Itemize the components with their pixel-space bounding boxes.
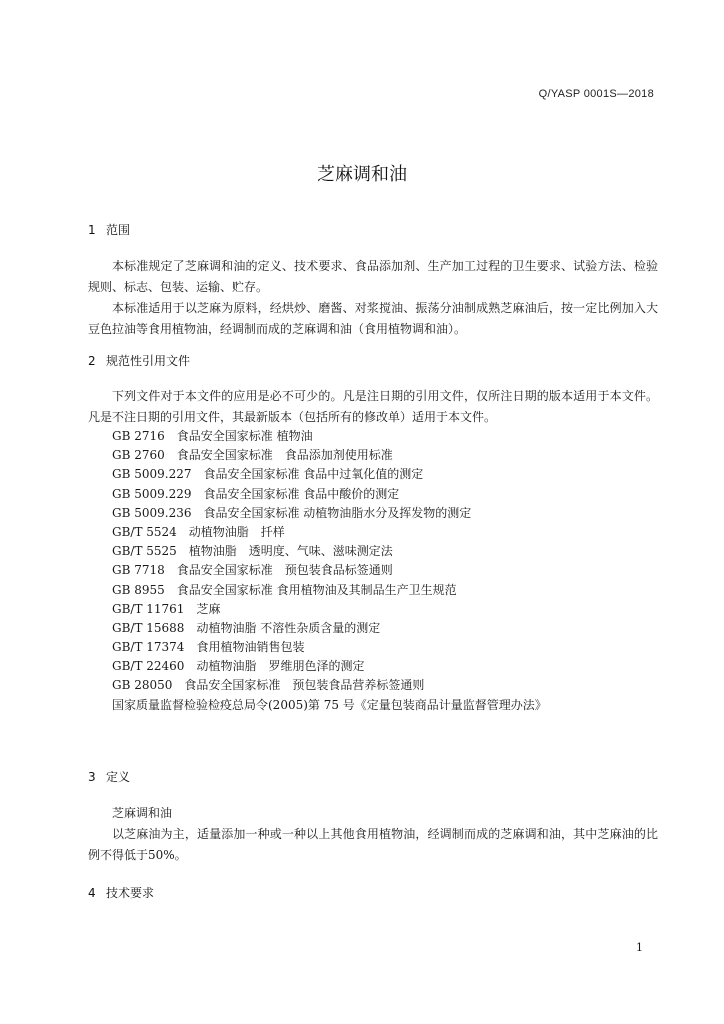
scope-paragraph-1: 本标准规定了芝麻调和油的定义、技术要求、食品添加剂、生产加工过程的卫生要求、试验方法、检验规则、标志、包装、运输、贮存。: [88, 259, 658, 294]
reference-item: GB 2760 食品安全国家标准 食品添加剂使用标准: [112, 448, 393, 463]
section-title: 范围: [106, 223, 131, 237]
section-1-heading: [88, 221, 130, 238]
section-2-heading: [88, 352, 190, 369]
section-title: 规范性引用文件: [106, 354, 191, 368]
reference-item: 国家质量监督检验检疫总局令(2005)第 75 号《定量包装商品计量监督管理办法》: [112, 697, 547, 712]
reference-item: GB/T 5524 动植物油脂 扦样: [112, 524, 285, 539]
definition-body: [88, 803, 658, 866]
scope-body: [88, 256, 658, 340]
definition-text: 以芝麻油为主，适量添加一种或一种以上其他食用植物油，经调制而成的芝麻调和油，其中芝麻油的比例不得低于50%。: [88, 827, 658, 862]
section-number: 2: [88, 354, 96, 368]
normative-intro-paragraph: 下列文件对于本文件的应用是必不可少的。凡是注日期的引用文件，仅所注日期的版本适用于本文件。凡是不注日期的引用文件，其最新版本（包括所有的修改单）适用于本文件。: [88, 389, 658, 424]
definition-term: 芝麻调和油: [112, 806, 173, 820]
reference-item: GB/T 15688 动植物油脂 不溶性杂质含量的测定: [112, 620, 381, 635]
normative-intro: [88, 386, 658, 428]
reference-item: GB/T 22460 动植物油脂 罗维朋色泽的测定: [112, 659, 365, 674]
reference-item: GB/T 5525 植物油脂 透明度、气味、滋味测定法: [112, 544, 393, 559]
reference-list: [112, 427, 547, 715]
page-number: 1: [636, 941, 643, 954]
section-number: 4: [88, 886, 96, 900]
document-id: Q/YASP 0001S—2018: [538, 88, 654, 100]
reference-item: GB/T 11761 芝麻: [112, 601, 221, 616]
reference-item: GB/T 17374 食用植物油销售包装: [112, 640, 305, 655]
reference-item: GB 28050 食品安全国家标准 预包装食品营养标签通则: [112, 678, 425, 693]
section-number: 3: [88, 770, 96, 784]
section-number: 1: [88, 223, 96, 237]
document-title: 芝麻调和油: [317, 164, 407, 185]
reference-item: GB 5009.229 食品安全国家标准 食品中酸价的测定: [112, 486, 400, 501]
section-4-heading: [88, 884, 154, 901]
reference-item: GB 5009.227 食品安全国家标准 食品中过氧化值的测定: [112, 467, 424, 482]
reference-item: GB 7718 食品安全国家标准 预包装食品标签通则: [112, 563, 393, 578]
section-3-heading: [88, 768, 130, 785]
reference-item: GB 5009.236 食品安全国家标准 动植物油脂水分及挥发物的测定: [112, 505, 472, 520]
section-title: 技术要求: [106, 886, 155, 900]
scope-paragraph-2: 本标准适用于以芝麻为原料，经烘炒、磨酱、对浆搅油、振荡分油制成熟芝麻油后，按一定比例加入大豆色拉油等食用植物油，经调制而成的芝麻调和油（食用植物调和油）。: [88, 301, 658, 336]
section-title: 定义: [106, 770, 131, 784]
reference-item: GB 2716 食品安全国家标准 植物油: [112, 429, 313, 443]
reference-item: GB 8955 食品安全国家标准 食用植物油及其制品生产卫生规范: [112, 582, 457, 597]
